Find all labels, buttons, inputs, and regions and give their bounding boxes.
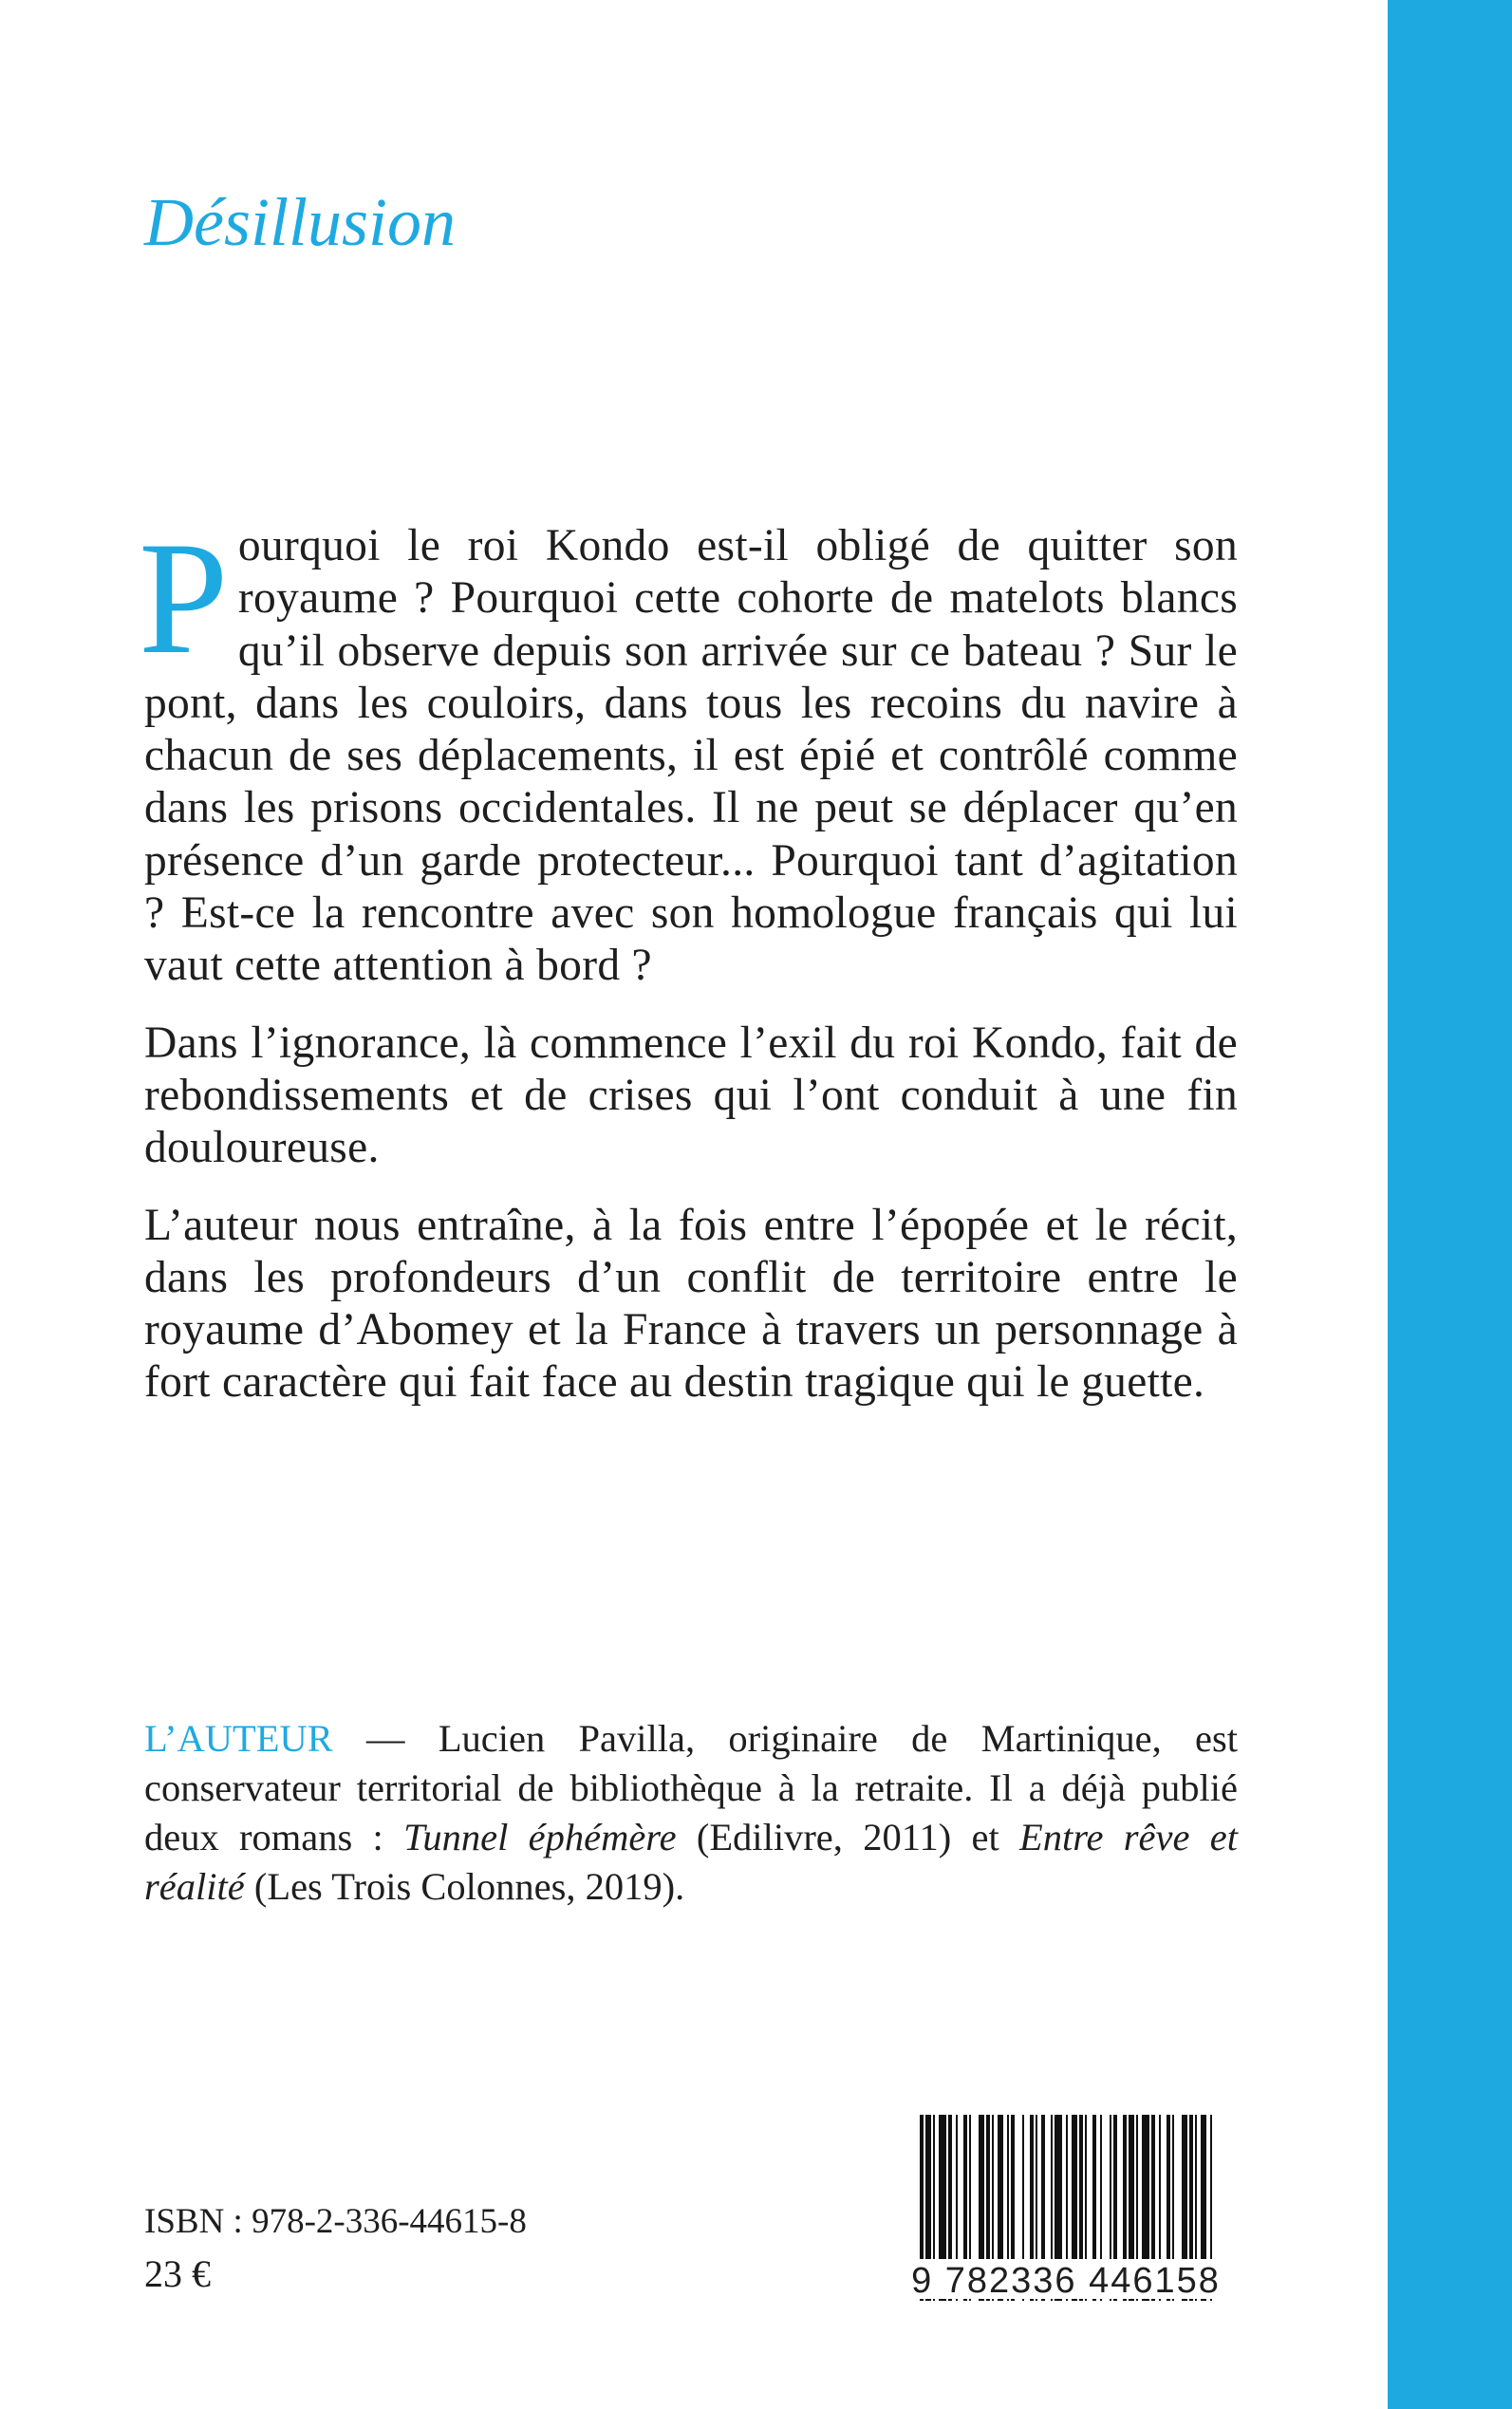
author-bio-text-1: — Lucien Pavilla, originaire de Martinique, est conservateur territorial de bibliothèque à la retraite. Il a déjà publié deux romans : [144,1717,1238,1858]
blurb-paragraph-1 [139,509,1238,993]
author-label: L’AUTEUR [144,1717,333,1760]
blurb-paragraph-1-text: ourquoi le roi Kondo est-il obligé de quitter son royaume ? Pourquoi cette cohorte de matelots blancs qu’il observe depuis son arrivée sur ce bateau ? Sur le pont, dans les couloirs, dans tous les recoins du navire à chacun de ses déplacements, il est épié et contrôlé comme dans les prisons occidentales. Il ne peut se déplacer qu’en présence d’un garde protecteur... Pourquoi tant d’agitation ? Est-ce la rencontre avec son homologue français qui lui vaut cette attention à bord ? [144,521,1238,991]
price-text: 23 € [144,2252,211,2295]
book-title-1: Tunnel éphémère [403,1816,677,1858]
blurb-paragraph-3: L’auteur nous entraîne, à la fois entre l’épopée et le récit, dans les profondeurs d’un conflit de territoire entre le royaume d’Abomey et la France à travers un personnage à fort caractère qui fait face au destin tragique qui le guette. [144,1200,1238,1408]
book-title: Désillusion [144,184,457,260]
author-bio-text-3: (Les Trois Colonnes, 2019). [244,1865,685,1908]
cover-spine-band [1388,0,1512,2409]
barcode-digits: 9 782336 446158 [906,2259,1225,2299]
drop-cap: P [139,509,229,687]
blurb-paragraph-2: Dans l’ignorance, là commence l’exil du roi Kondo, fait de rebondissements et de crises qui l’ont conduit à une fin douloureuse. [144,1018,1238,1173]
book-title-2: Entre rêve et réalité [144,1816,1238,1908]
isbn-text: ISBN : 978-2-336-44615-8 [144,2202,527,2241]
back-cover-blurb [139,509,1238,1434]
author-bio-text-2: (Edilivre, 2011) et [676,1816,1019,1858]
author-bio [144,1714,1238,1912]
